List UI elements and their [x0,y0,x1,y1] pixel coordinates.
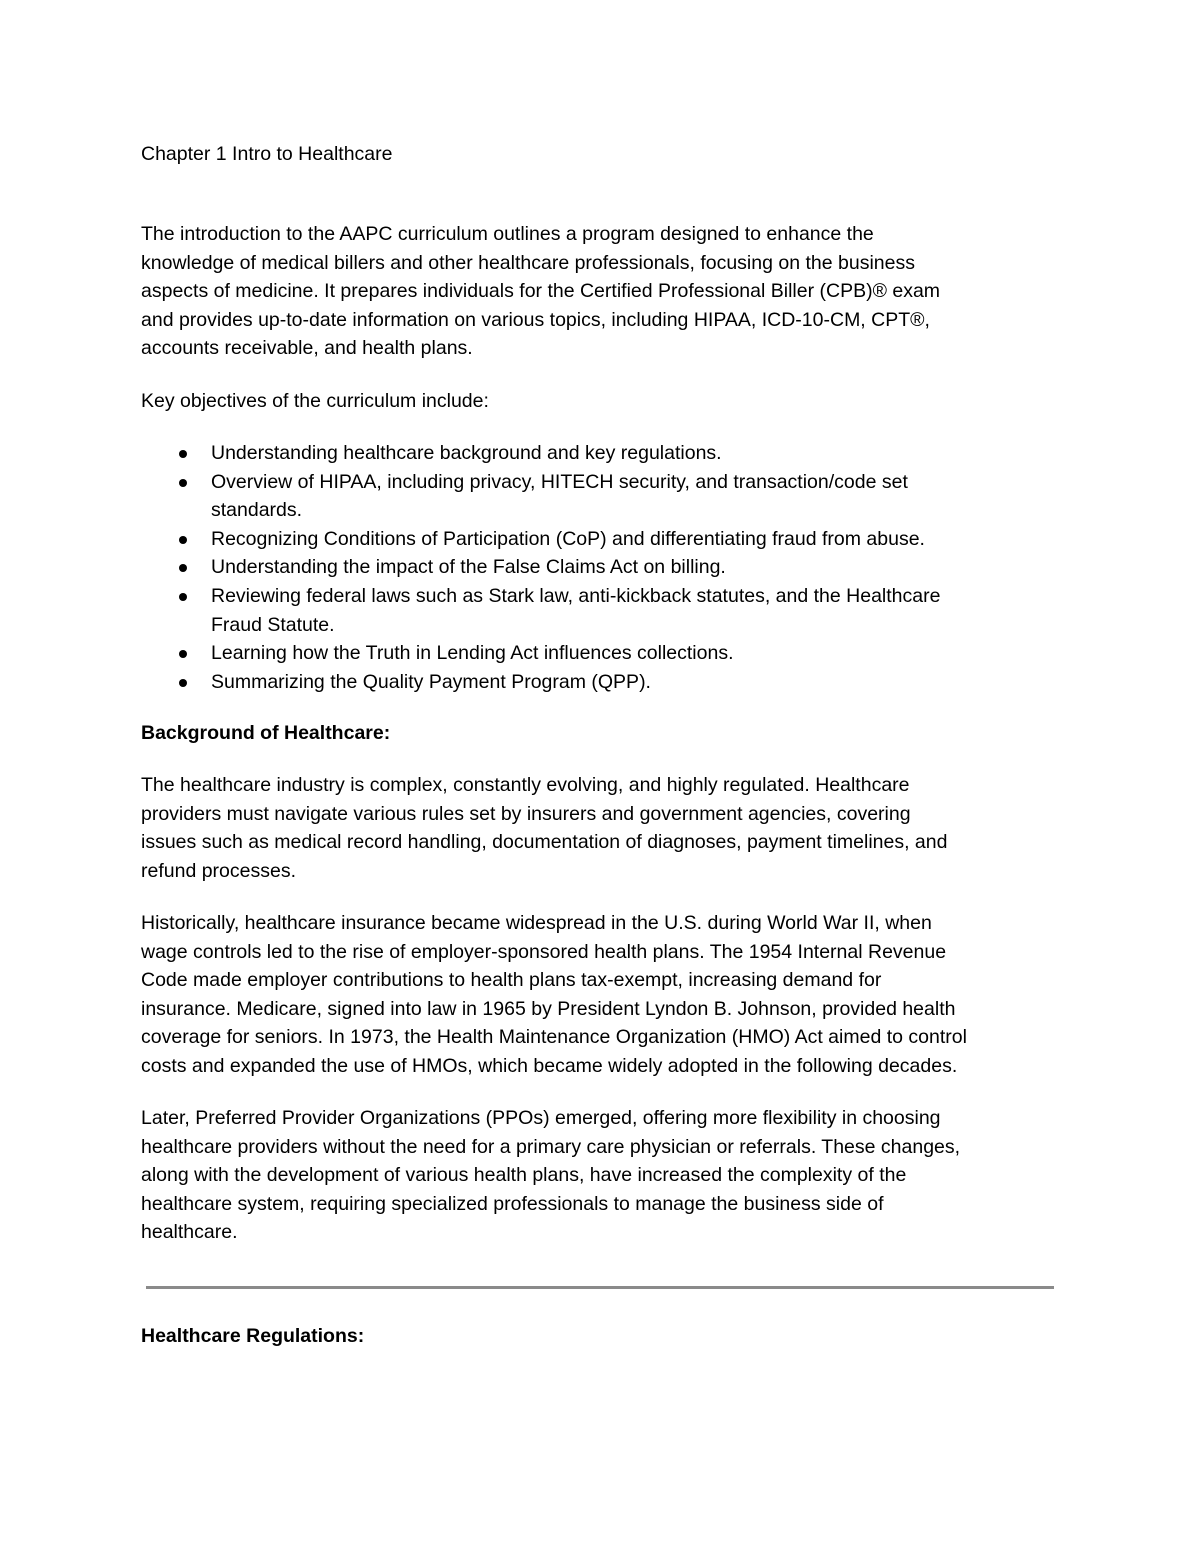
text-line: healthcare system, requiring specialized professionals to manage the business side of [141,1192,884,1215]
background-heading-text: Background of Healthcare: [141,722,391,744]
text-line: healthcare providers without the need for a primary care physician or referrals. These changes, [141,1135,961,1158]
horizontal-divider [146,1286,1054,1289]
title-text: Chapter 1 Intro to Healthcare [141,143,393,165]
text-line: along with the development of various health plans, have increased the complexity of the [141,1164,907,1187]
regulations-heading [141,1322,1071,1351]
list-item-continuation: standards. [211,499,303,522]
text-line: providers must navigate various rules set by insurers and government agencies, covering [141,802,911,825]
list-item: Reviewing federal laws such as Stark law, anti-kickback statutes, and the Healthcare [141,582,1141,611]
text-line: healthcare. [141,1221,238,1244]
list-item: Overview of HIPAA, including privacy, HITECH security, and transaction/code set [141,468,1141,497]
text-line: and provides up-to-date information on various topics, including HIPAA, ICD-10-CM, CPT®, [141,308,930,331]
objectives-heading [141,387,1071,416]
background-paragraph-1 [141,771,1071,885]
background-heading [141,719,1071,748]
list-item-continuation: Fraud Statute. [211,613,335,636]
list-item: Understanding healthcare background and key regulations. [141,439,1141,468]
text-line: coverage for seniors. In 1973, the Health Maintenance Organization (HMO) Act aimed to control [141,1026,967,1049]
list-item: Understanding the impact of the False Claims Act on billing. [141,553,1141,582]
regulations-heading-text: Healthcare Regulations: [141,1325,365,1347]
text-line: Code made employer contributions to health plans tax-exempt, increasing demand for [141,969,882,992]
background-paragraph-2 [141,909,1071,1081]
text-line: refund processes. [141,859,297,882]
text-line: knowledge of medical billers and other healthcare professionals, focusing on the business [141,251,915,274]
objectives-list [211,439,1141,696]
text-line: The healthcare industry is complex, constantly evolving, and highly regulated. Healthcare [141,774,910,796]
list-item: Recognizing Conditions of Participation (CoP) and differentiating fraud from abuse. [141,525,1141,554]
intro-paragraph [141,220,1071,363]
list-item: Summarizing the Quality Payment Program (QPP). [141,668,1141,697]
text-line: wage controls led to the rise of employer-sponsored health plans. The 1954 Internal Revenue [141,940,947,963]
text-line: issues such as medical record handling, documentation of diagnoses, payment timelines, and [141,831,948,854]
text-line: aspects of medicine. It prepares individuals for the Certified Professional Biller (CPB)® exam [141,280,941,303]
text-line: accounts receivable, and health plans. [141,337,473,360]
text-line: The introduction to the AAPC curriculum outlines a program designed to enhance the [141,223,874,245]
background-paragraph-3 [141,1104,1071,1247]
text-line: Later, Preferred Provider Organizations (PPOs) emerged, offering more flexibility in choosing [141,1107,941,1129]
document-title [141,140,1071,169]
text-line: insurance. Medicare, signed into law in 1965 by President Lyndon B. Johnson, provided health [141,997,956,1020]
list-item: Learning how the Truth in Lending Act influences collections. [141,639,1141,668]
text-line: Historically, healthcare insurance became widespread in the U.S. during World War II, when [141,912,932,934]
text-line: costs and expanded the use of HMOs, which became widely adopted in the following decades. [141,1054,958,1077]
objectives-heading-text: Key objectives of the curriculum include: [141,390,489,412]
